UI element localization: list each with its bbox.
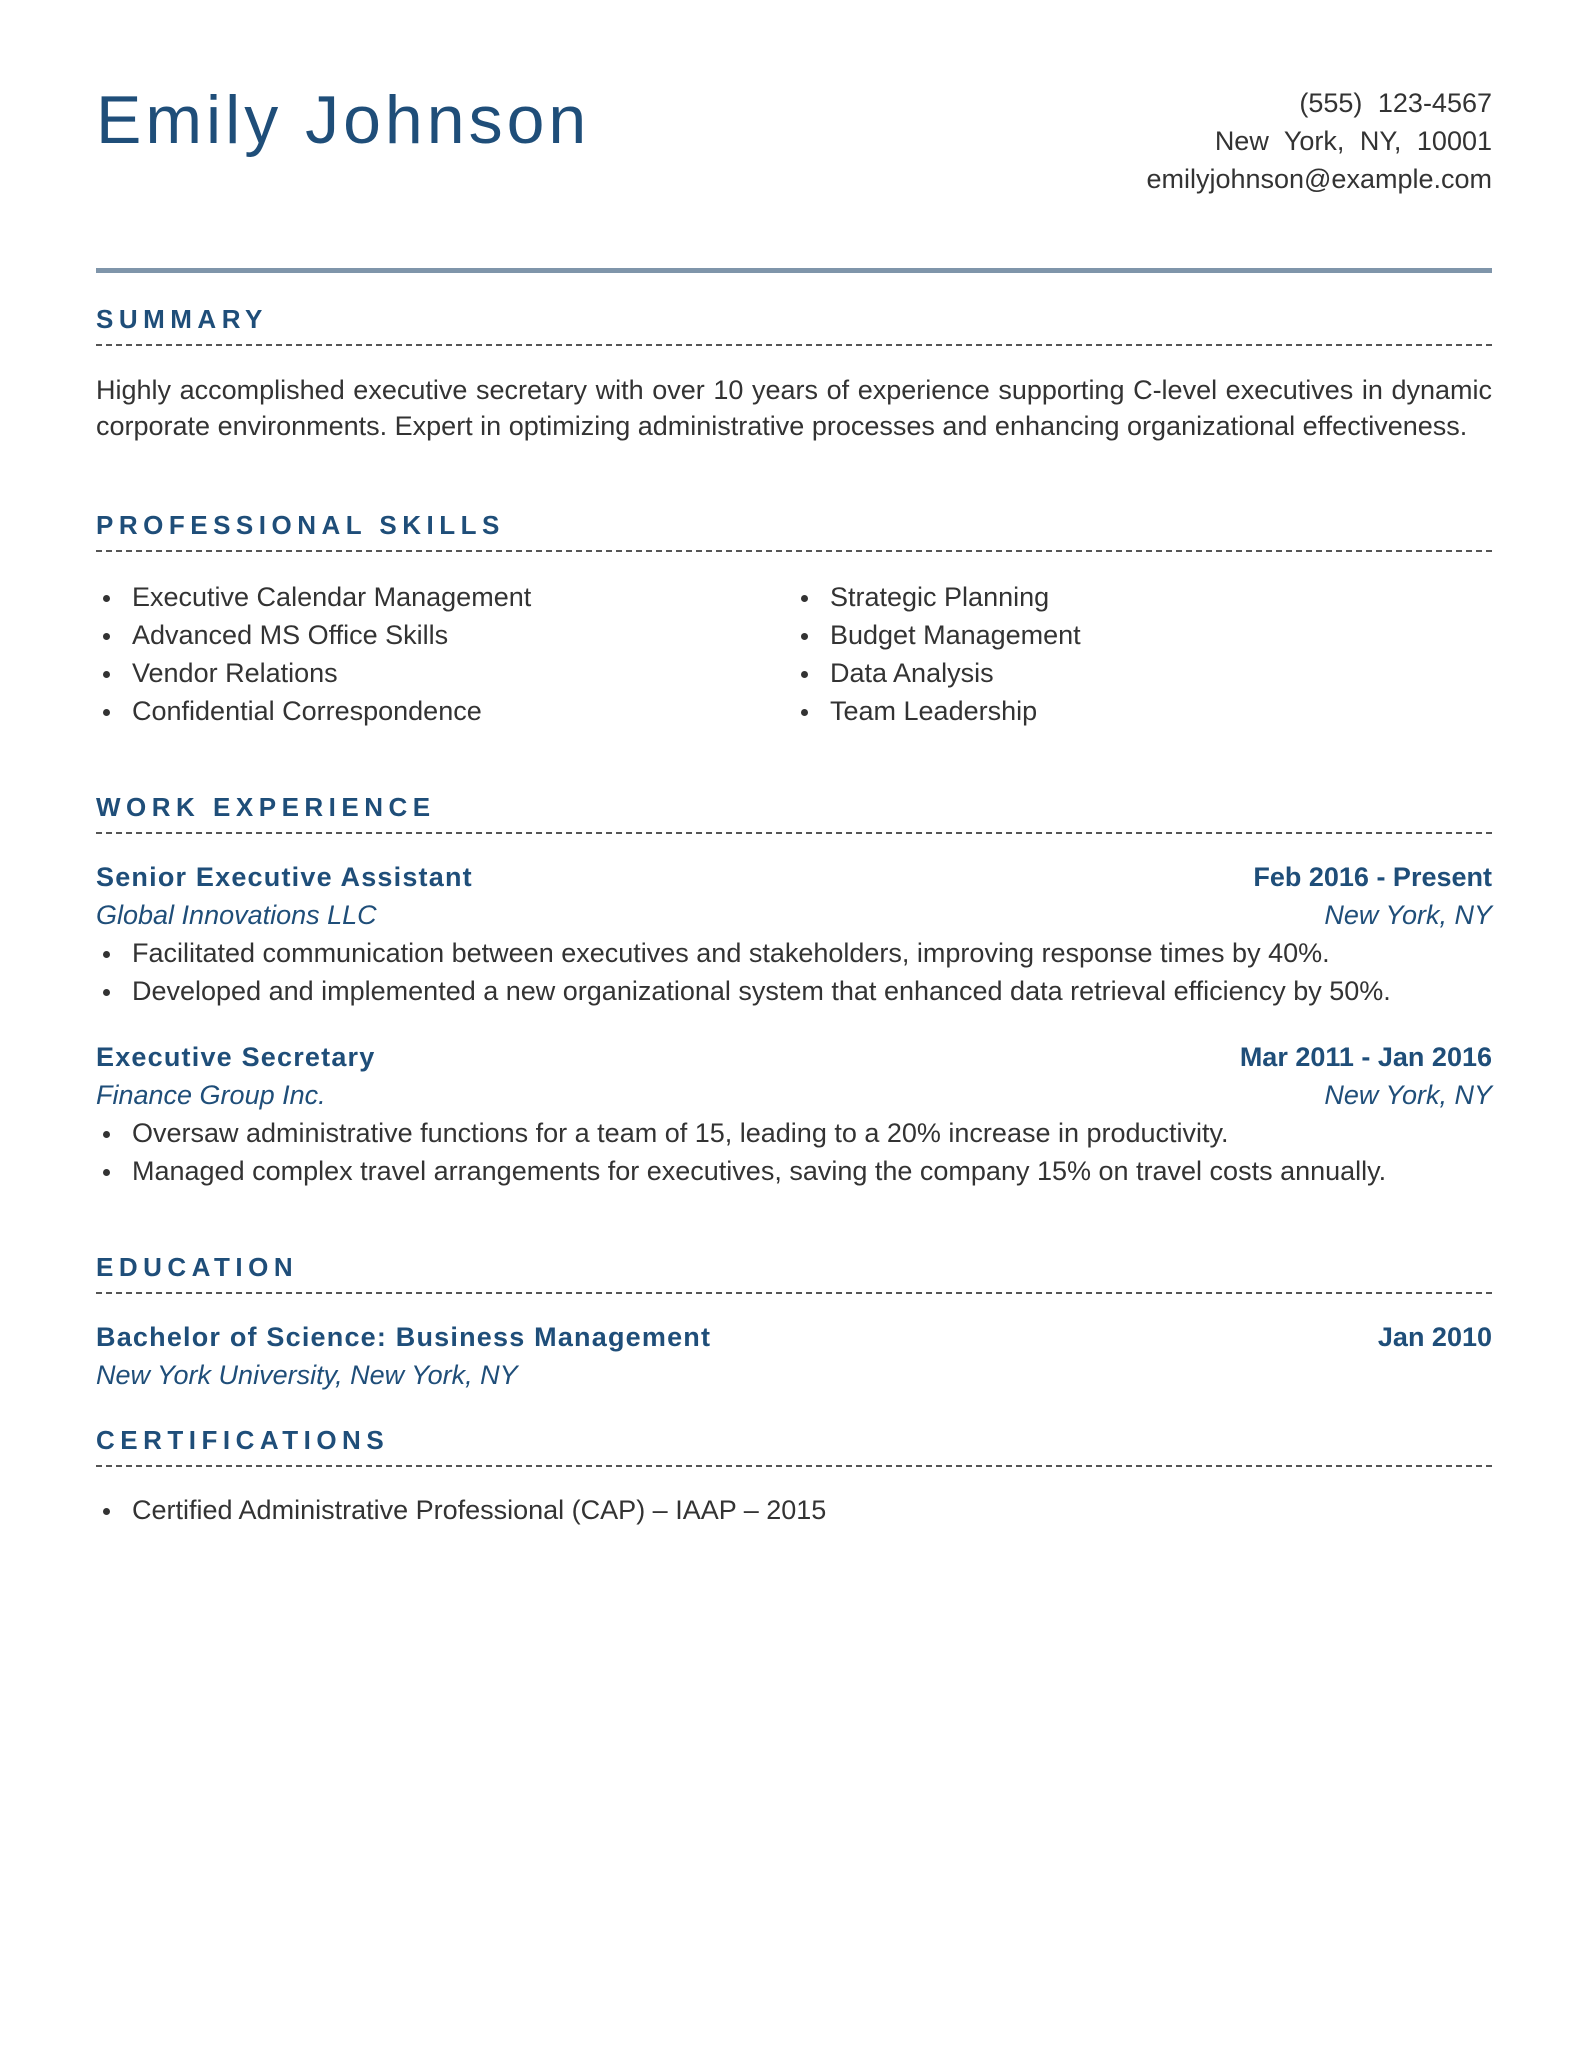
job-dates: Feb 2016 - Present xyxy=(1253,862,1492,892)
job-entry xyxy=(96,858,1492,1010)
skill-item: Budget Management xyxy=(794,616,1492,654)
job-bullet: Managed complex travel arrangements for executives, saving the company 15% on travel costs annually. xyxy=(96,1152,1492,1190)
experience-section xyxy=(96,794,1492,1190)
skill-item: Confidential Correspondence xyxy=(96,692,794,730)
job-title: Senior Executive Assistant xyxy=(96,862,473,892)
graduation-date: Jan 2010 xyxy=(1377,1322,1492,1352)
experience-heading: WORK EXPERIENCE xyxy=(96,794,1492,834)
job-bullet: Facilitated communication between executives and stakeholders, improving response times by 40%. xyxy=(96,934,1492,972)
summary-section xyxy=(96,306,1492,444)
skill-item: Advanced MS Office Skills xyxy=(96,616,794,654)
skill-item: Vendor Relations xyxy=(96,654,794,692)
job-dates: Mar 2011 - Jan 2016 xyxy=(1239,1042,1492,1072)
phone-number: (555) 123-4567 xyxy=(1299,88,1492,118)
certifications-section xyxy=(96,1427,1492,1529)
job-title: Executive Secretary xyxy=(96,1042,376,1072)
summary-text: Highly accomplished executive secretary with over 10 years of experience supporting C-level executives in dynamic corporate environments. Expert in optimizing administrative processes and enhancing organizational effectiveness. xyxy=(96,375,1492,441)
degree: Bachelor of Science: Business Management xyxy=(96,1322,712,1352)
skill-item: Data Analysis xyxy=(794,654,1492,692)
skill-item: Executive Calendar Management xyxy=(96,578,794,616)
summary-heading: SUMMARY xyxy=(96,306,1492,346)
certification-item: Certified Administrative Professional (CAP) – IAAP – 2015 xyxy=(96,1491,1492,1529)
skill-item: Team Leadership xyxy=(794,692,1492,730)
school-name: New York University, New York, NY xyxy=(96,1360,518,1390)
header-divider xyxy=(96,268,1492,273)
job-bullet: Developed and implemented a new organizational system that enhanced data retrieval efficiency by 50%. xyxy=(96,972,1492,1010)
location: New York, NY, 10001 xyxy=(1214,126,1492,156)
skills-heading: PROFESSIONAL SKILLS xyxy=(96,512,1492,552)
job-entry xyxy=(96,1038,1492,1190)
candidate-name: Emily Johnson xyxy=(96,82,591,158)
skills-section xyxy=(96,512,1492,730)
contact-block xyxy=(1146,84,1492,198)
job-location: New York, NY xyxy=(1324,900,1492,930)
resume-header xyxy=(96,0,1492,272)
job-location: New York, NY xyxy=(1324,1080,1492,1110)
company-name: Finance Group Inc. xyxy=(96,1080,326,1110)
certifications-heading: CERTIFICATIONS xyxy=(96,1427,1492,1467)
job-bullet: Oversaw administrative functions for a team of 15, leading to a 20% increase in productivity. xyxy=(96,1114,1492,1152)
skills-column-left xyxy=(96,578,794,730)
skill-item: Strategic Planning xyxy=(794,578,1492,616)
education-entry xyxy=(96,1318,1492,1394)
skills-column-right xyxy=(794,578,1492,730)
company-name: Global Innovations LLC xyxy=(96,900,377,930)
skills-list xyxy=(96,578,1492,730)
education-heading: EDUCATION xyxy=(96,1254,1492,1294)
email-address: emilyjohnson@example.com xyxy=(1146,164,1492,194)
education-section xyxy=(96,1254,1492,1394)
